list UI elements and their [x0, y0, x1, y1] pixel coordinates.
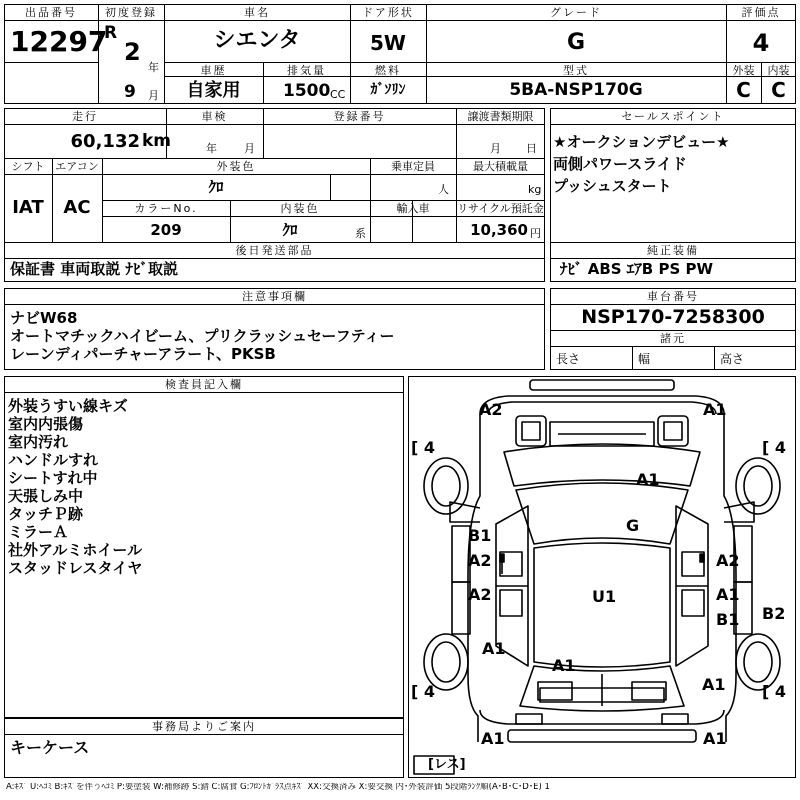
inspector-line: スタッドレスタイヤ — [8, 559, 143, 577]
registration-year: 2 — [124, 38, 141, 66]
inspector-label: 検査員記入欄 — [165, 378, 243, 391]
exterior-color: ｸﾛ — [208, 178, 224, 196]
damage-mark: A2 — [716, 551, 740, 570]
notes-list — [10, 309, 394, 363]
damage-mark: B1 — [716, 610, 740, 629]
later-parts: 保証書 車両取説 ﾅﾋﾞ取説 — [10, 260, 178, 278]
interior-color: ｸﾛ — [282, 221, 298, 239]
damage-mark: B1 — [468, 526, 492, 545]
color-number-label: カラーNo. — [134, 202, 198, 215]
displacement-label: 排気量 — [287, 64, 326, 77]
damage-mark: B2 — [762, 604, 786, 623]
grade: G — [566, 30, 586, 55]
grade-label: グレード — [550, 6, 602, 19]
damage-mark: A1 — [716, 585, 740, 604]
inspector-line: 室内内張傷 — [8, 415, 84, 433]
interior-score-label: 内装 — [767, 64, 790, 77]
damage-mark: A2 — [468, 585, 492, 604]
model-label: 型式 — [563, 64, 589, 77]
lot-number-label: 出品番号 — [25, 6, 77, 19]
cc-unit: CC — [330, 88, 346, 101]
damage-mark: A1 — [703, 729, 727, 748]
transfer-day-unit: 日 — [526, 142, 537, 155]
damage-mark: A1 — [636, 470, 660, 489]
registration-number-label: 登録番号 — [333, 110, 386, 123]
import-label: 輸入車 — [396, 202, 430, 215]
exterior-score: C — [736, 78, 751, 102]
kei-unit: 系 — [355, 227, 366, 240]
shift-label: シフト — [11, 160, 45, 173]
chassis-number-label: 車台番号 — [647, 290, 699, 303]
spare-tire-status: [レス] — [428, 757, 466, 772]
damage-mark: A1 — [552, 656, 576, 675]
chassis-number: NSP170-7258300 — [581, 306, 765, 328]
tire-front-right: [ 4 — [762, 438, 787, 457]
inspection-label: 車検 — [201, 110, 228, 123]
month-unit: 月 — [148, 89, 159, 102]
inspector-line: シートすれ中 — [8, 469, 98, 487]
max-load-label: 最大積載量 — [473, 160, 528, 173]
year-unit: 年 — [148, 61, 159, 74]
inspector-line: 外装うすい線キズ — [8, 397, 128, 415]
transfer-month-unit: 月 — [490, 142, 501, 155]
damage-mark: A2 — [479, 400, 503, 419]
history-label: 車歴 — [200, 64, 227, 77]
note-line: オートマチックハイビーム、プリクラッシュセーフティー — [10, 327, 395, 345]
kg-unit: kg — [528, 183, 542, 196]
tire-front-left: [ 4 — [411, 438, 436, 457]
capacity-label: 乗車定員 — [391, 160, 435, 173]
registration-month: 9 — [124, 82, 136, 102]
note-line: ナビW68 — [10, 309, 78, 327]
office-label: 事務局よりご案内 — [152, 720, 256, 733]
first-registration-label: 初度登録 — [105, 6, 157, 19]
inspector-line: タッチＰ跡 — [8, 505, 84, 523]
mileage: 60,132 — [70, 131, 140, 152]
height-label: 高さ — [720, 352, 745, 366]
lot-number: 12297 — [10, 25, 108, 58]
interior-color-label: 内装色 — [280, 202, 320, 215]
inspector-line: ミラーＡ — [8, 523, 69, 541]
km-unit: km — [142, 131, 172, 151]
inspector-line: 室内汚れ — [8, 433, 69, 451]
sales-point: ★オークションデビュー★ — [553, 133, 730, 151]
transfer-deadline-label: 譲渡書類期限 — [467, 110, 534, 123]
recycle-label: リサイクル預託金 — [457, 202, 544, 215]
dimensions-label: 諸元 — [660, 332, 686, 345]
fuel-label: 燃料 — [375, 64, 401, 77]
exterior-score-label: 外装 — [732, 64, 755, 77]
notes-label: 注意事項欄 — [242, 290, 307, 303]
car-diagram — [408, 376, 796, 778]
equipment: ﾅﾋﾞ ABS ｴｱB PS PW — [560, 260, 714, 278]
length-label: 長さ — [556, 352, 581, 366]
inspector-line: 天張しみ中 — [8, 487, 84, 505]
inspector-line: 社外アルミホイール — [8, 541, 143, 559]
era: R — [104, 23, 118, 43]
ac-label: エアコン — [55, 160, 99, 173]
legend: A:ｷｽﾞ U:ﾍｺﾐ B:ｷｽﾞを伴うﾍｺﾐ P:要塗装 W:補修跡 S:錆 C:腐食 G:ﾌﾛﾝﾄｶﾞﾗｽ点ｷｽﾞ XX:交換済み X:要交換 内･外装評価 5段階ﾗﾝｸ順(A･B･C･D･E) 1 — [6, 783, 550, 792]
tire-rear-left: [ 4 — [411, 682, 436, 701]
interior-score: C — [771, 78, 786, 102]
inspector-list — [8, 397, 142, 577]
door-type: 5W — [370, 31, 406, 55]
exterior-color-label: 外装色 — [216, 160, 256, 173]
damage-mark: A2 — [468, 551, 492, 570]
recycle-fee: 10,360 — [470, 221, 528, 239]
sales-point: 両側パワースライド — [553, 155, 687, 173]
damage-mark: A1 — [703, 400, 727, 419]
inspection-month-unit: 月 — [244, 142, 255, 155]
yen-unit: 円 — [530, 227, 541, 240]
inspector-line: ハンドルすれ — [8, 451, 99, 469]
car-name: シエンタ — [213, 28, 301, 53]
damage-mark: A1 — [481, 729, 505, 748]
equipment-label: 純正装備 — [647, 244, 699, 257]
sales-point: プッシュスタート — [553, 177, 672, 195]
width-label: 幅 — [638, 352, 651, 366]
damage-mark: A1 — [482, 639, 506, 658]
score-label: 評価点 — [741, 6, 781, 19]
office-note: キーケース — [10, 738, 90, 757]
note-line: レーンディパーチャーアラート、PKSB — [10, 345, 276, 363]
sales-points-label: セールスポイント — [621, 110, 725, 123]
tire-rear-right: [ 4 — [762, 682, 787, 701]
color-number: 209 — [150, 221, 182, 239]
history: 自家用 — [186, 80, 241, 101]
damage-mark: U1 — [592, 587, 617, 606]
score: 4 — [752, 29, 770, 57]
mileage-label: 走行 — [72, 110, 98, 123]
displacement: 1500 — [283, 81, 331, 101]
shift: IAT — [12, 197, 44, 218]
inspection-year-unit: 年 — [206, 142, 217, 155]
car-name-label: 車名 — [244, 6, 270, 19]
person-unit: 人 — [438, 183, 449, 196]
damage-mark: A1 — [702, 675, 726, 694]
sales-points-list — [553, 131, 730, 197]
ac: AC — [63, 197, 91, 218]
later-parts-label: 後日発送部品 — [235, 244, 314, 257]
model: 5BA-NSP170G — [509, 80, 643, 100]
door-label: ドア形状 — [362, 6, 414, 19]
damage-mark: G — [626, 516, 640, 535]
fuel: ｶﾞｿﾘﾝ — [370, 82, 406, 98]
